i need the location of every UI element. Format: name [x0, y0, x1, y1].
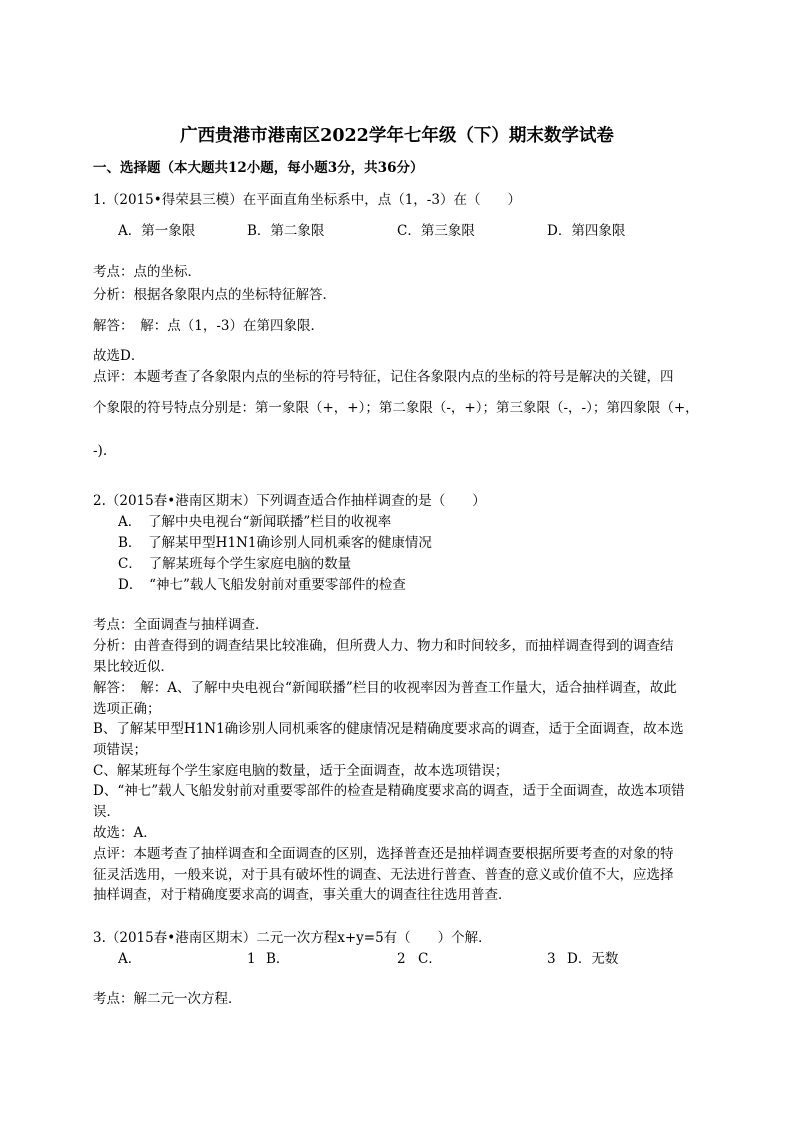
kaodian-label: 考点：全面调查与抽样调查． — [93, 617, 269, 633]
option-b: B． 了解某甲型H1N1确诊别人同机乘客的健康情况 — [118, 535, 432, 551]
jieda-line: D、“神七”载人飞船发射前对重要零部件的检查是精确度要求高的调查，适于全面调查，故选本项错 — [93, 783, 685, 799]
jieda-line: 项错误； — [93, 742, 147, 758]
question-stem: 2.（2015春•港南区期末）下列调查适合作抽样调查的是（ ） — [93, 493, 486, 509]
section-heading: 一、选择题（本大题共12小题，每小题3分，共36分） — [93, 160, 424, 176]
jieda-line: 解答： 解：A、了解中央电视台“新闻联播”栏目的收视率因为普查工作量大，适合抽样调查，故此 — [93, 680, 677, 696]
option-a: A． 了解中央电视台“新闻联播”栏目的收视率 — [118, 514, 392, 530]
option-c-label: C． — [418, 951, 442, 967]
dianping-line: 点评：本题考查了各象限内点的坐标的符号特征，记住各象限内点的坐标的符号是解决的关键，四 — [93, 369, 674, 385]
jieda-line: 误． — [93, 804, 120, 820]
page-title: 广西贵港市港南区2022学年七年级（下）期末数学试卷 — [180, 126, 614, 146]
fenxi-line: 分析：由普查得到的调查结果比较准确，但所费人力、物力和时间较多，而抽样调查得到的调查结 — [93, 638, 674, 654]
option-d: D．无数 — [567, 951, 619, 967]
jieda-line: C、解某班每个学生家庭电脑的数量，适于全面调查，故本选项错误； — [93, 763, 509, 779]
dianping-line: 征灵活选用，一般来说，对于具有破坏性的调查、无法进行普查、普查的意义或价值不大，应选择 — [93, 867, 674, 883]
option-b-label: B． — [266, 951, 290, 967]
option-d: D．第四象限 — [547, 223, 626, 239]
dianping-line: -). — [93, 443, 108, 459]
fenxi-text: 分析：根据各象限内点的坐标特征解答． — [93, 287, 336, 303]
jieda-line: B、了解某甲型H1N1确诊别人同机乘客的健康情况是精确度要求高的调查，适于全面调查，故本选 — [93, 721, 684, 737]
dianping-line: 个象限的符号特点分别是：第一象限（+，+）；第二象限（-，+）；第三象限（-，-）；第四象限（+， — [93, 400, 699, 416]
option-b: B．第二象限 — [247, 223, 325, 239]
option-a-value: 1 — [247, 951, 256, 967]
kaodian-label: 考点：点的坐标． — [93, 264, 201, 280]
dianping-line: 点评：本题考查了抽样调查和全面调查的区别，选择普查还是抽样调查要根据所要考查的对象的特 — [93, 846, 674, 862]
question-stem: 1.（2015•得荣县三模）在平面直角坐标系中，点（1，-3）在（ ） — [93, 192, 521, 208]
jieda-line: 选项正确； — [93, 701, 161, 717]
answer-choice: 故选：A． — [93, 825, 157, 841]
option-c-value: 3 — [547, 951, 556, 967]
jieda-text: 解答： 解：点（1，-3）在第四象限． — [93, 318, 324, 334]
option-a-label: A． — [118, 951, 142, 967]
dianping-line: 抽样调查，对于精确度要求高的调查，事关重大的调查往往选用普查． — [93, 887, 512, 903]
option-a: A．第一象限 — [118, 223, 196, 239]
option-c: C． 了解某班每个学生家庭电脑的数量 — [118, 556, 352, 572]
fenxi-line: 果比较近似． — [93, 659, 174, 675]
option-b-value: 2 — [397, 951, 406, 967]
question-stem: 3.（2015春•港南区期末）二元一次方程x+y=5有（ ）个解． — [93, 930, 492, 946]
option-c: C．第三象限 — [397, 223, 475, 239]
option-d: D． “神七”载人飞船发射前对重要零部件的检查 — [118, 577, 406, 593]
answer-choice: 故选D． — [93, 348, 145, 364]
kaodian-label: 考点：解二元一次方程． — [93, 991, 242, 1007]
